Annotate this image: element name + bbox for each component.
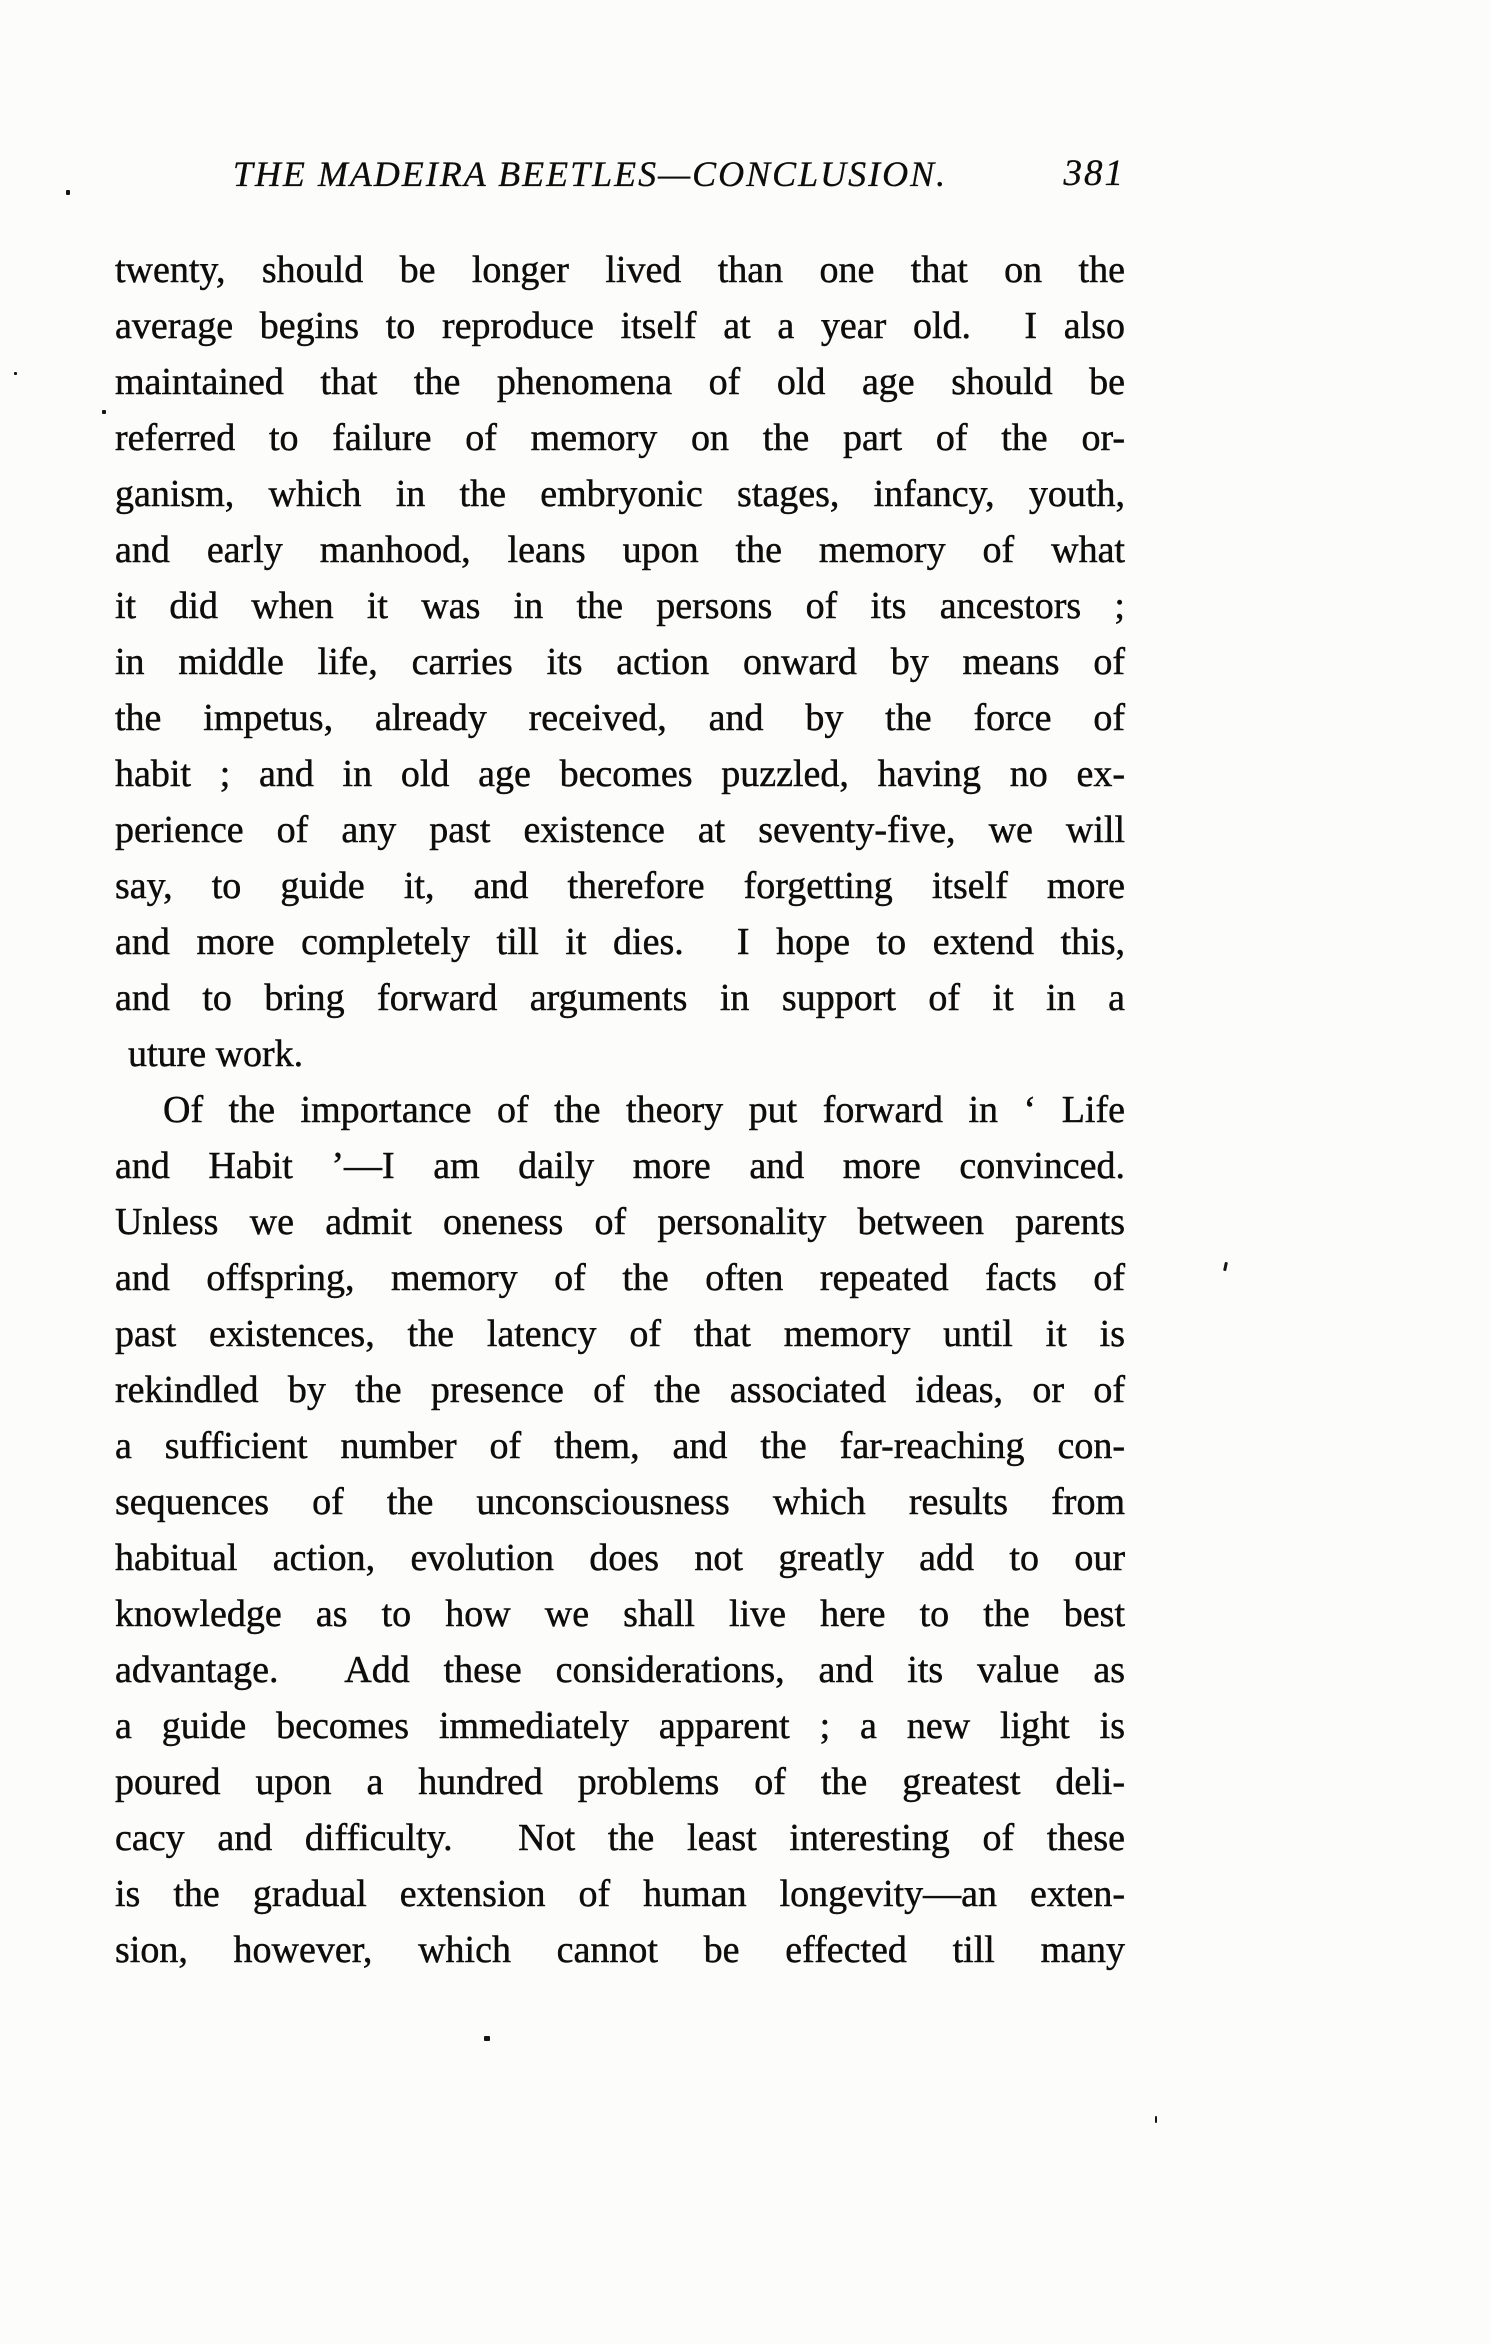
text-line: Unless we admit oneness of personality between parents [115, 1201, 1125, 1243]
text-line: and offspring, memory of the often repeated facts of [115, 1257, 1125, 1299]
text-line: average begins to reproduce itself at a year old. I also [115, 305, 1125, 347]
text-line: and early manhood, leans upon the memory of what [115, 529, 1125, 571]
text-line: maintained that the phenomena of old age should be [115, 361, 1125, 403]
text-line: the impetus, already received, and by the force of [115, 697, 1125, 739]
text-line: sequences of the unconsciousness which results from [115, 1481, 1125, 1523]
text-line: a sufficient number of them, and the far-reaching con- [115, 1425, 1125, 1467]
text-line: past existences, the latency of that memory until it is [115, 1313, 1125, 1355]
text-line: knowledge as to how we shall live here to the best [115, 1593, 1125, 1635]
text-line: habit ; and in old age becomes puzzled, having no ex- [115, 753, 1125, 795]
text-line: and more completely till it dies. I hope to extend this, [115, 921, 1125, 963]
ink-speck [1155, 2116, 1157, 2123]
text-line: sion, however, which cannot be effected till many [115, 1929, 1125, 1971]
text-line: is the gradual extension of human longevity—an exten- [115, 1873, 1125, 1915]
ink-speck [1223, 1262, 1228, 1271]
text-line: poured upon a hundred problems of the greatest deli- [115, 1761, 1125, 1803]
text-line: in middle life, carries its action onward by means of [115, 641, 1125, 683]
ink-speck [66, 190, 70, 195]
text-line: referred to failure of memory on the part of the or- [115, 417, 1125, 459]
text-line: Of the importance of the theory put forward in ‘ Life [163, 1089, 1125, 1131]
text-line: it did when it was in the persons of its ancestors ; [115, 585, 1125, 627]
text-line: advantage. Add these considerations, and its value as [115, 1649, 1125, 1691]
text-line: and Habit ’—I am daily more and more convinced. [115, 1145, 1125, 1187]
text-line: a guide becomes immediately apparent ; a new light is [115, 1705, 1125, 1747]
running-header [115, 148, 1125, 200]
text-line: perience of any past existence at seventy-five, we will [115, 809, 1125, 851]
chapter-title: THE MADEIRA BEETLES—CONCLUSION. [232, 154, 948, 194]
text-block [115, 242, 1125, 1978]
text-line: habitual action, evolution does not greatly add to our [115, 1537, 1125, 1579]
text-line: ganism, which in the embryonic stages, infancy, youth, [115, 473, 1125, 515]
paragraph [115, 1082, 1125, 1978]
text-line: twenty, should be longer lived than one that on the [115, 249, 1125, 291]
ink-speck [102, 410, 106, 414]
text-line: say, to guide it, and therefore forgetting itself more [115, 865, 1125, 907]
page-number: 381 [1063, 153, 1125, 194]
text-line: cacy and difficulty. Not the least interesting of these [115, 1817, 1125, 1859]
text-line: rekindled by the presence of the associated ideas, or of [115, 1369, 1125, 1411]
paragraph [115, 242, 1125, 1082]
ink-speck [484, 2036, 490, 2041]
text-line: and to bring forward arguments in support of it in a [115, 977, 1125, 1019]
ink-speck [14, 372, 17, 375]
text-line: uture work. [128, 1033, 304, 1075]
